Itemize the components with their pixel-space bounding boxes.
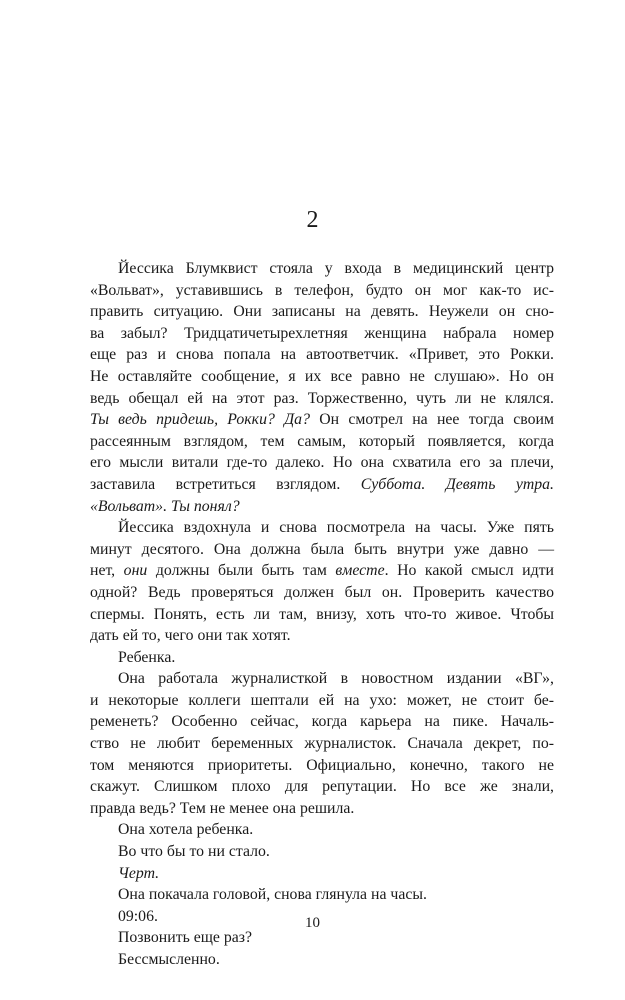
text-fragment: заставила встретиться взглядом. xyxy=(90,475,361,493)
paragraph xyxy=(90,884,554,906)
text-line: ство не любит беременных журналисток. Сначала декрет, по- xyxy=(90,735,554,753)
text-line: спермы. Понять, есть ли там, внизу, хоть что-то живое. Чтобы xyxy=(90,605,554,623)
text-line: Она покачала головой, снова глянула на часы. xyxy=(118,886,427,904)
italic-text: они xyxy=(123,562,148,580)
text-line: Во что бы то ни стало. xyxy=(118,843,270,861)
text-fragment: Он смотрел на нее тогда своим xyxy=(309,411,555,429)
text-line: Не оставляйте сообщение, я их все равно не слушаю». Но он xyxy=(90,367,554,385)
paragraph xyxy=(90,258,554,517)
paragraph xyxy=(90,841,554,863)
text-line: минут десятого. Она должна была быть внутри уже давно — xyxy=(90,540,554,558)
text-line: «Вольват», уставившись в телефон, будто он мог как-то ис- xyxy=(90,281,554,299)
body-text xyxy=(90,258,554,971)
text-fragment: . Но какой смысл идти xyxy=(384,562,554,580)
italic-text: Ты ведь придешь, Рокки? Да? xyxy=(90,411,310,429)
text-line: Бессмысленно. xyxy=(118,951,220,968)
italic-text: Суббота. Девять утра. xyxy=(360,475,554,493)
italic-text: Черт. xyxy=(118,864,160,882)
text-line: его мысли витали где-то далеко. Но она схватила его за плечи, xyxy=(90,454,554,472)
chapter-number: 2 xyxy=(306,207,319,233)
text-line xyxy=(90,560,554,582)
paragraph xyxy=(90,517,554,647)
page-number: 10 xyxy=(305,915,320,931)
text-line: рассеянным взглядом, тем самым, который появляется, когда xyxy=(90,432,554,450)
paragraph xyxy=(90,647,554,669)
text-line: Она хотела ребенка. xyxy=(118,821,254,839)
text-line xyxy=(90,409,554,431)
text-line: скажут. Слишком плохо для репутации. Но все же знали, xyxy=(90,778,554,796)
text-line: 09:06. xyxy=(118,907,158,925)
paragraph xyxy=(90,819,554,841)
text-line: Она работала журналисткой в новостном издании «ВГ», xyxy=(118,670,554,688)
italic-text: вместе xyxy=(335,562,385,580)
text-line: править ситуацию. Они записаны на девять. Неужели он сно- xyxy=(90,303,554,321)
text-line: ведь обещал ей на этот раз. Торжественно, чуть ли не клялся. xyxy=(90,389,554,407)
paragraph xyxy=(90,949,554,971)
text-fragment: нет, xyxy=(90,562,124,580)
italic-text: «Вольват». Ты понял? xyxy=(90,497,240,515)
text-line: еще раз и снова попала на автоответчик. «Привет, это Рокки. xyxy=(90,346,554,364)
text-line xyxy=(90,496,554,518)
paragraph xyxy=(90,668,554,819)
text-line: Позвонить еще раз? xyxy=(118,929,253,947)
paragraph xyxy=(90,863,554,885)
text-line: том меняются приоритеты. Официально, конечно, такого не xyxy=(90,756,554,774)
text-line: Йессика вздохнула и снова посмотрела на часы. Уже пять xyxy=(118,519,554,537)
text-line xyxy=(90,474,554,496)
text-line: ременеть? Особенно сейчас, когда карьера на пике. Началь- xyxy=(90,713,554,731)
text-line: дать ей то, чего они так хотят. xyxy=(90,627,291,645)
text-fragment: должны были быть там xyxy=(147,562,336,580)
text-line: одной? Ведь проверяться должен был он. Проверить качество xyxy=(90,583,554,601)
text-line: ва забыл? Тридцатичетырехлетняя женщина набрала номер xyxy=(90,324,554,342)
text-line: и некоторые коллеги шептали ей на ухо: может, не стоит бе- xyxy=(90,691,554,709)
text-line: Ребенка. xyxy=(118,648,176,666)
text-line: Йессика Блумквист стояла у входа в медицинский центр xyxy=(118,260,554,277)
text-line: правда ведь? Тем не менее она решила. xyxy=(90,799,355,817)
